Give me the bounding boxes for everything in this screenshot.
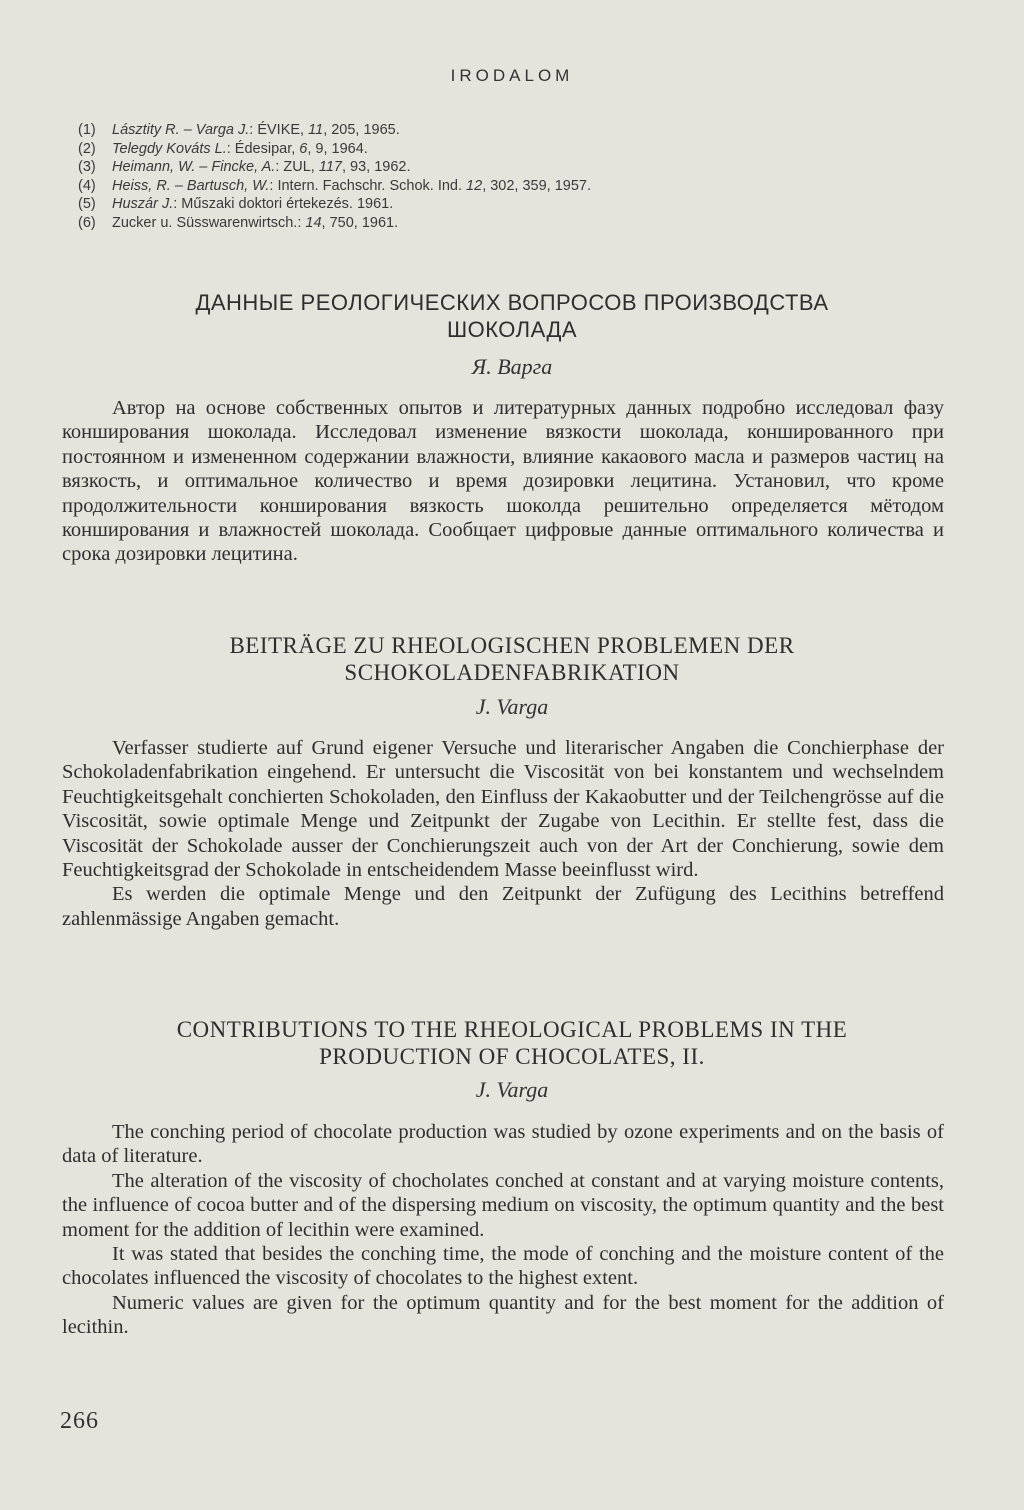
- section-heading: IRODALOM: [450, 66, 574, 85]
- reference-source: : Műszaki doktori értekezés. 1961.: [173, 196, 394, 212]
- reference-source: : ZUL,: [275, 159, 319, 175]
- abstract-paragraph: Es werden die optimale Menge und den Zeitpunkt der Zufügung des Lecithins betreffend zahlenmässige Angaben gemacht.: [62, 883, 944, 930]
- english-title-line: PRODUCTION OF CHOCOLATES, II.: [319, 1044, 705, 1069]
- reference-rest: , 302, 359, 1957.: [482, 177, 592, 194]
- reference-volume: 117: [318, 159, 342, 175]
- russian-title: [80, 289, 944, 343]
- abstract-paragraph: It was stated that besides the conching time, the mode of conching and the moisture content of the chocolates influenced the viscosity of chocolates to the highest extent.: [62, 1243, 944, 1290]
- reference-number: (5): [78, 196, 96, 212]
- german-title-line: BEITRÄGE ZU RHEOLOGISCHEN PROBLEMEN DER: [229, 633, 795, 658]
- reference-rest: , 750, 1961.: [321, 214, 399, 231]
- reference-rest: , 9, 1964.: [307, 140, 368, 157]
- reference-volume: 11: [308, 122, 324, 138]
- reference-item: [78, 158, 958, 177]
- english-title: [80, 1016, 944, 1070]
- reference-list: [78, 121, 958, 232]
- reference-source: Zucker u. Süsswarenwirtsch.:: [112, 214, 306, 231]
- russian-abstract: [62, 396, 944, 567]
- reference-authors: Lásztity R. – Varga J.: [112, 122, 250, 138]
- reference-item: [78, 195, 958, 214]
- reference-rest: , 205, 1965.: [323, 122, 400, 138]
- reference-item: [78, 121, 958, 140]
- reference-authors: Telegdy Kováts L.: [112, 140, 227, 157]
- abstract-paragraph: Автор на основе собственных опытов и литературных данных подробно исследовал фазу конширования шоколада. Исследовал изменение вязкости шоколада, коншированного при постоянном и измененном содержании влажности, влияние какаового масла и размеров частиц на вязкость, и оптимальное количество и время дозировки лецитина. Установил, что кроме продолжительности конширования вязкость шоколда решительно определяется мётодом конширования и влажностей шоколада. Сообщает цифровые данные оптимального количества и срока дозировки лецитина.: [62, 397, 944, 566]
- reference-item: [78, 214, 958, 233]
- reference-volume: 12: [466, 177, 483, 194]
- german-title: [80, 632, 944, 686]
- reference-number: (6): [78, 214, 96, 231]
- russian-title-line: ДАННЫЕ РЕОЛОГИЧЕСКИХ ВОПРОСОВ ПРОИЗВОДСТВА: [195, 290, 829, 315]
- reference-rest: , 93, 1962.: [341, 159, 411, 175]
- abstract-paragraph: The alteration of the viscosity of chocholates conched at constant and at varying moisture contents, the influence of cocoa butter and of the dispersing medium on viscosity, the optimum quantity and the best moment for the addition of lecithin were examined.: [62, 1169, 944, 1241]
- reference-item: [78, 140, 958, 159]
- reference-source: : Intern. Fachschr. Schok. Ind.: [269, 177, 467, 194]
- english-author: J. Varga: [475, 1077, 549, 1102]
- abstract-paragraph: Verfasser studierte auf Grund eigener Versuche und literarischer Angaben die Conchierphase der Schokoladenfabrikation eingehend. Er untersucht die Viscosität von bei konstantem und wechselndem Feuchtigkeitsgehalt conchierten Schokoladen, den Einfluss der Kakaobutter und der Teilchengrösse auf die Viscosität, sowie optimale Menge und Zeitpunkt der Zugabe von Lecithin. Er stellte fest, dass die Viscosität der Schokolade ausser der Conchierungszeit auch von der Art der Conchierung, sowie dem Feuchtigkeitsgrad der Schokolade in entscheidendem Masse beeinflusst wird.: [62, 737, 944, 882]
- abstract-paragraph: Numeric values are given for the optimum quantity and for the best moment for the addition of lecithin.: [62, 1291, 944, 1339]
- reference-authors: Heimann, W. – Fincke, A.: [112, 159, 276, 175]
- english-abstract: [62, 1120, 944, 1340]
- abstract-paragraph: The conching period of chocolate production was studied by ozone experiments and on the basis of data of literature.: [62, 1121, 944, 1168]
- reference-volume: 14: [305, 214, 322, 231]
- german-author: J. Varga: [475, 694, 549, 719]
- russian-title-line: ШОКОЛАДА: [446, 317, 578, 342]
- page-number: 266: [60, 1408, 99, 1434]
- russian-author: Я. Варга: [471, 354, 553, 379]
- reference-authors: Heiss, R. – Bartusch, W.: [112, 177, 270, 194]
- reference-source: : ÉVIKE,: [249, 122, 309, 138]
- reference-source: : Édesipar,: [226, 140, 300, 157]
- reference-number: (1): [78, 122, 96, 138]
- reference-authors: Huszár J.: [112, 196, 174, 212]
- reference-number: (2): [78, 140, 96, 157]
- reference-volume: 6: [299, 140, 308, 157]
- reference-number: (4): [78, 177, 96, 194]
- english-title-line: CONTRIBUTIONS TO THE RHEOLOGICAL PROBLEMS IN THE: [176, 1017, 848, 1042]
- german-abstract: [62, 736, 944, 931]
- reference-item: [78, 177, 958, 196]
- reference-number: (3): [78, 159, 96, 175]
- german-title-line: SCHOKOLADENFABRIKATION: [344, 660, 680, 685]
